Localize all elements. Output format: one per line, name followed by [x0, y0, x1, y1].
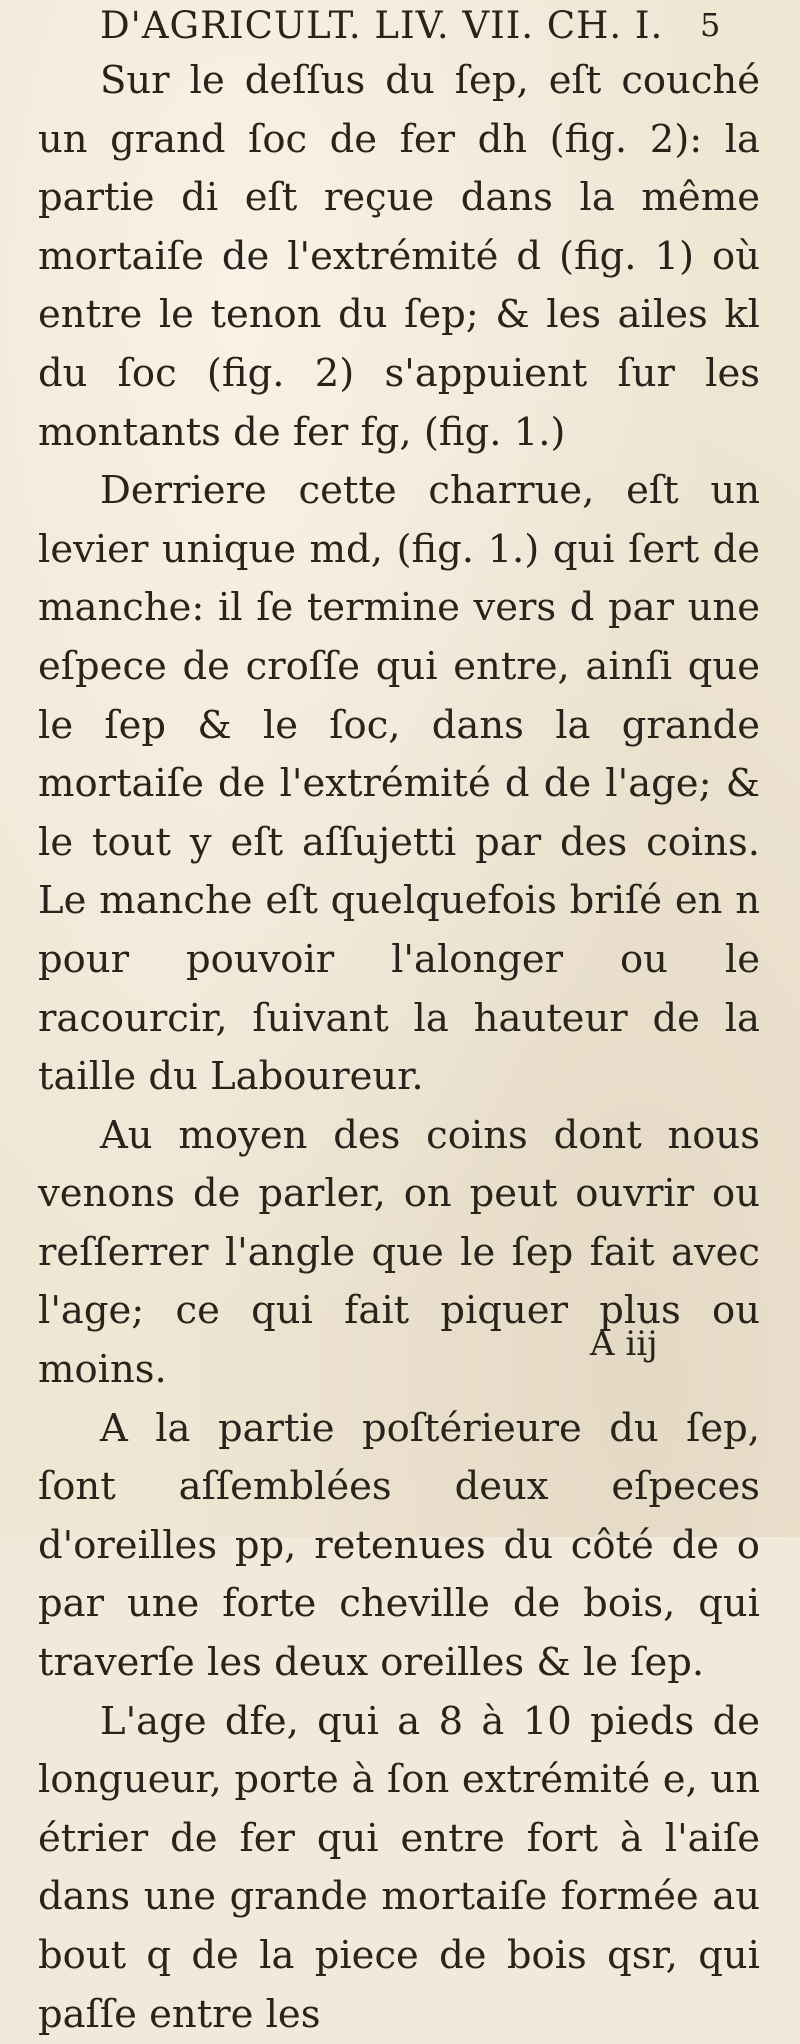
- catchword-footer: A iij: [590, 1324, 658, 1364]
- paragraph: Sur le deſſus du ſep, eſt couché un grand ſoc de fer dh (fig. 2): la partie di eſt reçue dans la même mortaiſe de l'extrémité d (fig. 1) où entre le tenon du ſep; & les ailes kl du ſoc (fig. 2) s'appuient ſur les montants de fer fg, (fig. 1.): [38, 58, 760, 455]
- running-header: [100, 4, 722, 47]
- paragraph: Derriere cette charrue, eſt un levier unique md, (fig. 1.) qui ſert de manche: il ſe termine vers d par une eſpece de croſſe qui entre, ainſi que le ſep & le ſoc, dans la grande mortaiſe de l'extrémité d de l'age; & le tout y eſt aſſujetti par des coins. Le manche eſt quelquefois briſé en n pour pouvoir l'alonger ou le racourcir, ſuivant la hauteur de la taille du Laboureur.: [38, 468, 760, 1100]
- running-title: D'AGRICULT. LIV. VII. CH. I.: [100, 4, 664, 47]
- body-text: [38, 52, 760, 2044]
- signature-mark: 5: [700, 6, 722, 44]
- paragraph: A la partie poſtérieure du ſep, ſont aſſemblées deux eſpeces d'oreilles pp, retenues du côté de o par une forte cheville de bois, qui traverſe les deux oreilles & le ſep.: [38, 1405, 760, 1686]
- paragraph: L'age dfe, qui a 8 à 10 pieds de longueur, porte à ſon extrémité e, un étrier de fer qui entre fort à l'aiſe dans une grande mortaiſe formée au bout q de la piece de bois qsr, qui paſſe entre les: [38, 1698, 760, 2037]
- paragraph: Au moyen des coins dont nous venons de parler, on peut ouvrir ou reſſerrer l'angle que le ſep fait avec l'age; ce qui fait piquer plus ou moins.: [38, 1112, 760, 1393]
